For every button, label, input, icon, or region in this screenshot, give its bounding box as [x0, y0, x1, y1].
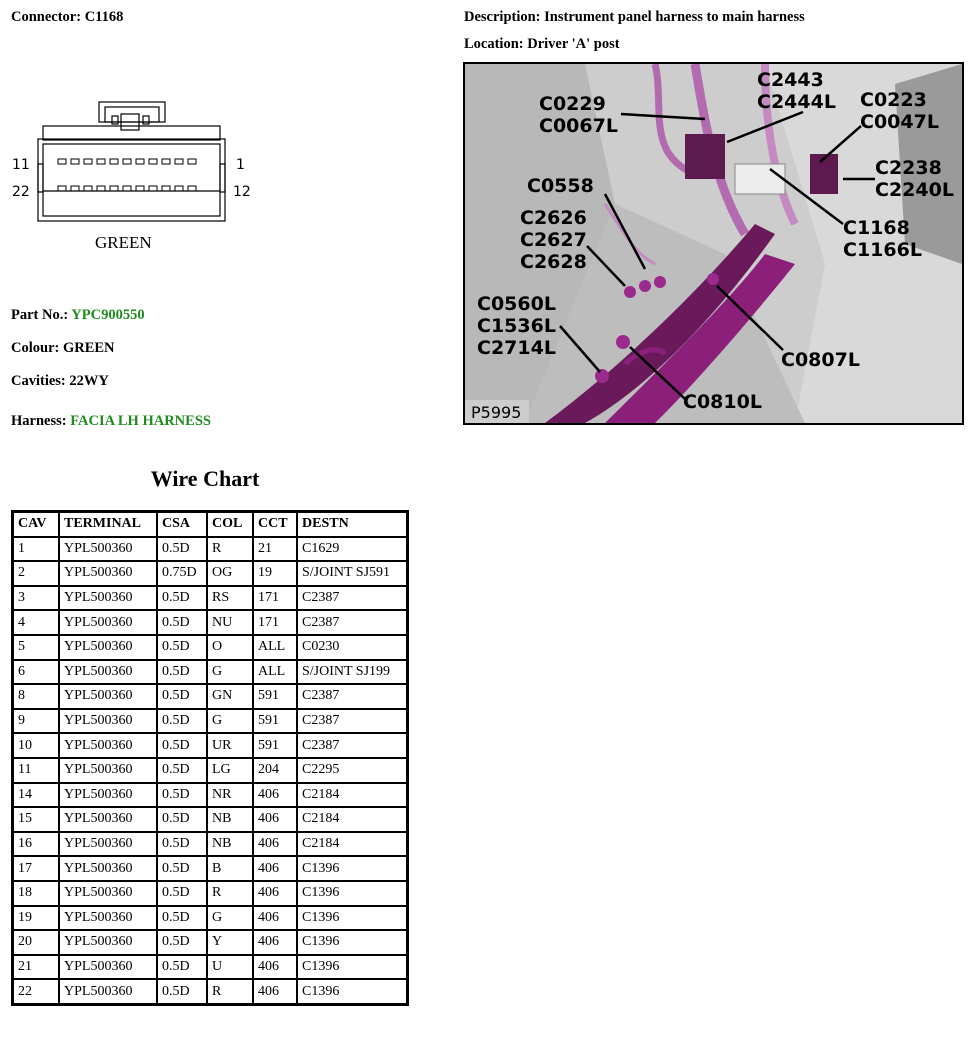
table-row [13, 660, 408, 685]
cell-cct: 591 [253, 733, 297, 758]
cell-csa: 0.5D [157, 807, 207, 832]
cell-terminal: YPL500360 [59, 561, 157, 586]
cell-col: NU [207, 610, 253, 635]
cell-cct: ALL [253, 635, 297, 660]
cell-csa: 0.5D [157, 906, 207, 931]
connector-face-diagram [8, 95, 258, 260]
cell-cav: 14 [13, 783, 60, 808]
cavities-line [11, 373, 109, 390]
cell-csa: 0.5D [157, 733, 207, 758]
header-col: COL [207, 512, 253, 537]
cell-destn: C1396 [297, 881, 408, 906]
cell-terminal: YPL500360 [59, 537, 157, 562]
cell-destn: C2387 [297, 610, 408, 635]
part-no-line [11, 307, 145, 324]
cell-csa: 0.5D [157, 881, 207, 906]
cell-terminal: YPL500360 [59, 709, 157, 734]
cell-destn: C2295 [297, 758, 408, 783]
cell-terminal: YPL500360 [59, 955, 157, 980]
header-csa: CSA [157, 512, 207, 537]
cell-destn: C1396 [297, 979, 408, 1004]
cell-destn: C1396 [297, 955, 408, 980]
cell-col: NR [207, 783, 253, 808]
cell-csa: 0.5D [157, 586, 207, 611]
cell-csa: 0.5D [157, 758, 207, 783]
cell-cav: 22 [13, 979, 60, 1004]
pin-label-bottom-right: 12 [233, 184, 251, 200]
cell-destn: C2387 [297, 709, 408, 734]
cell-col: G [207, 906, 253, 931]
table-row [13, 979, 408, 1004]
header-destn: DESTN [297, 512, 408, 537]
callout-c0223: C0223 C0047L [860, 89, 939, 133]
callout-c0807: C0807L [781, 349, 860, 371]
cell-cav: 16 [13, 832, 60, 857]
table-row [13, 856, 408, 881]
table-row [13, 537, 408, 562]
cell-col: LG [207, 758, 253, 783]
cell-csa: 0.5D [157, 635, 207, 660]
cell-terminal: YPL500360 [59, 930, 157, 955]
cell-cav: 10 [13, 733, 60, 758]
cell-csa: 0.5D [157, 660, 207, 685]
cell-cav: 3 [13, 586, 60, 611]
cell-destn: C2387 [297, 684, 408, 709]
callout-c2443: C2443 C2444L [757, 69, 836, 113]
location-label: Location: [464, 36, 524, 52]
photo-reference: P5995 [471, 403, 522, 422]
wire-chart-body [13, 537, 408, 1005]
cell-terminal: YPL500360 [59, 807, 157, 832]
header-cct: CCT [253, 512, 297, 537]
table-row [13, 955, 408, 980]
cell-cav: 17 [13, 856, 60, 881]
cell-cav: 8 [13, 684, 60, 709]
cell-cav: 18 [13, 881, 60, 906]
wire-chart-title: Wire Chart [150, 466, 260, 491]
connector-value: C1168 [84, 9, 124, 25]
cell-cct: 406 [253, 856, 297, 881]
connector-colour-label: GREEN [95, 233, 152, 252]
cell-col: G [207, 709, 253, 734]
cell-cct: 406 [253, 906, 297, 931]
header-cav: CAV [13, 512, 60, 537]
part-no-link[interactable]: YPC900550 [71, 307, 145, 323]
cell-destn: S/JOINT SJ199 [297, 660, 408, 685]
callout-c1168: C1168 C1166L [843, 217, 922, 261]
colour-line [11, 340, 115, 357]
cell-cav: 15 [13, 807, 60, 832]
location-value: Driver 'A' post [527, 36, 620, 52]
callout-c0558: C0558 [527, 175, 594, 197]
cell-csa: 0.5D [157, 832, 207, 857]
cell-terminal: YPL500360 [59, 881, 157, 906]
callout-c0560: C0560L C1536L C2714L [477, 293, 556, 359]
cell-cct: 591 [253, 684, 297, 709]
cell-destn: C0230 [297, 635, 408, 660]
cell-terminal: YPL500360 [59, 586, 157, 611]
cell-terminal: YPL500360 [59, 856, 157, 881]
cell-destn: C2387 [297, 586, 408, 611]
cell-csa: 0.75D [157, 561, 207, 586]
cavities-label: Cavities: [11, 373, 66, 389]
cell-cct: 171 [253, 610, 297, 635]
cell-destn: C2184 [297, 783, 408, 808]
table-row [13, 684, 408, 709]
cell-cct: 204 [253, 758, 297, 783]
cell-terminal: YPL500360 [59, 660, 157, 685]
location-photo-illustration [465, 64, 962, 423]
cell-col: NB [207, 832, 253, 857]
cell-csa: 0.5D [157, 610, 207, 635]
cell-destn: C1396 [297, 930, 408, 955]
cell-csa: 0.5D [157, 930, 207, 955]
pin-label-bottom-left: 22 [12, 184, 30, 200]
cell-cav: 9 [13, 709, 60, 734]
cell-col: GN [207, 684, 253, 709]
table-row [13, 561, 408, 586]
table-row [13, 610, 408, 635]
cell-col: B [207, 856, 253, 881]
colour-label: Colour: [11, 340, 60, 356]
wire-chart-header-row [13, 512, 408, 537]
description-heading [464, 9, 805, 26]
cell-destn: C1629 [297, 537, 408, 562]
wire-chart-table [11, 510, 409, 1006]
cell-col: R [207, 881, 253, 906]
cavities-value: 22WY [69, 373, 109, 389]
cell-cav: 11 [13, 758, 60, 783]
table-row [13, 709, 408, 734]
cell-col: U [207, 955, 253, 980]
cell-terminal: YPL500360 [59, 906, 157, 931]
cell-terminal: YPL500360 [59, 758, 157, 783]
cell-terminal: YPL500360 [59, 684, 157, 709]
description-label: Description: [464, 9, 541, 25]
description-value: Instrument panel harness to main harness [544, 9, 805, 25]
colour-value: GREEN [62, 340, 115, 356]
connector-heading [11, 9, 123, 26]
cell-terminal: YPL500360 [59, 610, 157, 635]
table-row [13, 881, 408, 906]
cell-cav: 1 [13, 537, 60, 562]
harness-label: Harness: [11, 413, 67, 429]
cell-csa: 0.5D [157, 684, 207, 709]
cell-col: OG [207, 561, 253, 586]
cell-cct: ALL [253, 660, 297, 685]
cell-terminal: YPL500360 [59, 832, 157, 857]
cell-col: R [207, 979, 253, 1004]
cell-csa: 0.5D [157, 537, 207, 562]
callout-c0229: C0229 C0067L [539, 93, 618, 137]
cell-cav: 21 [13, 955, 60, 980]
part-no-label: Part No.: [11, 307, 69, 323]
table-row [13, 832, 408, 857]
callout-c2626: C2626 C2627 C2628 [520, 207, 587, 273]
cell-csa: 0.5D [157, 783, 207, 808]
cell-cct: 406 [253, 979, 297, 1004]
cell-destn: C1396 [297, 856, 408, 881]
cell-cct: 406 [253, 955, 297, 980]
table-row [13, 733, 408, 758]
cell-csa: 0.5D [157, 955, 207, 980]
cell-csa: 0.5D [157, 979, 207, 1004]
harness-line [11, 413, 211, 430]
callout-c2238: C2238 C2240L [875, 157, 954, 201]
cell-cct: 406 [253, 881, 297, 906]
table-row [13, 807, 408, 832]
cell-terminal: YPL500360 [59, 783, 157, 808]
table-row [13, 758, 408, 783]
cell-cav: 19 [13, 906, 60, 931]
cell-col: RS [207, 586, 253, 611]
cell-col: R [207, 537, 253, 562]
cell-col: NB [207, 807, 253, 832]
cell-destn: C2387 [297, 733, 408, 758]
cell-cav: 5 [13, 635, 60, 660]
header-terminal: TERMINAL [59, 512, 157, 537]
cell-destn: C2184 [297, 807, 408, 832]
cell-destn: C1396 [297, 906, 408, 931]
table-row [13, 586, 408, 611]
connector-label: Connector: [11, 9, 82, 25]
cell-terminal: YPL500360 [59, 635, 157, 660]
cell-col: G [207, 660, 253, 685]
cell-cct: 406 [253, 807, 297, 832]
cell-csa: 0.5D [157, 856, 207, 881]
cell-cav: 2 [13, 561, 60, 586]
cell-cct: 21 [253, 537, 297, 562]
cell-csa: 0.5D [157, 709, 207, 734]
cell-col: Y [207, 930, 253, 955]
cell-destn: C2184 [297, 832, 408, 857]
pin-label-top-right: 1 [236, 157, 245, 173]
table-row [13, 930, 408, 955]
pin-label-top-left: 11 [12, 157, 30, 173]
cell-col: O [207, 635, 253, 660]
location-photo [463, 62, 964, 425]
cell-terminal: YPL500360 [59, 979, 157, 1004]
table-row [13, 635, 408, 660]
cell-terminal: YPL500360 [59, 733, 157, 758]
location-heading [464, 36, 620, 53]
harness-link[interactable]: FACIA LH HARNESS [70, 413, 211, 429]
cell-cav: 6 [13, 660, 60, 685]
cell-cct: 591 [253, 709, 297, 734]
cell-cav: 20 [13, 930, 60, 955]
table-row [13, 906, 408, 931]
cell-cct: 406 [253, 930, 297, 955]
cell-cct: 19 [253, 561, 297, 586]
cell-destn: S/JOINT SJ591 [297, 561, 408, 586]
table-row [13, 783, 408, 808]
cell-cct: 406 [253, 783, 297, 808]
cell-cct: 406 [253, 832, 297, 857]
cell-cct: 171 [253, 586, 297, 611]
cell-cav: 4 [13, 610, 60, 635]
cell-col: UR [207, 733, 253, 758]
callout-c0810: C0810L [683, 391, 762, 413]
